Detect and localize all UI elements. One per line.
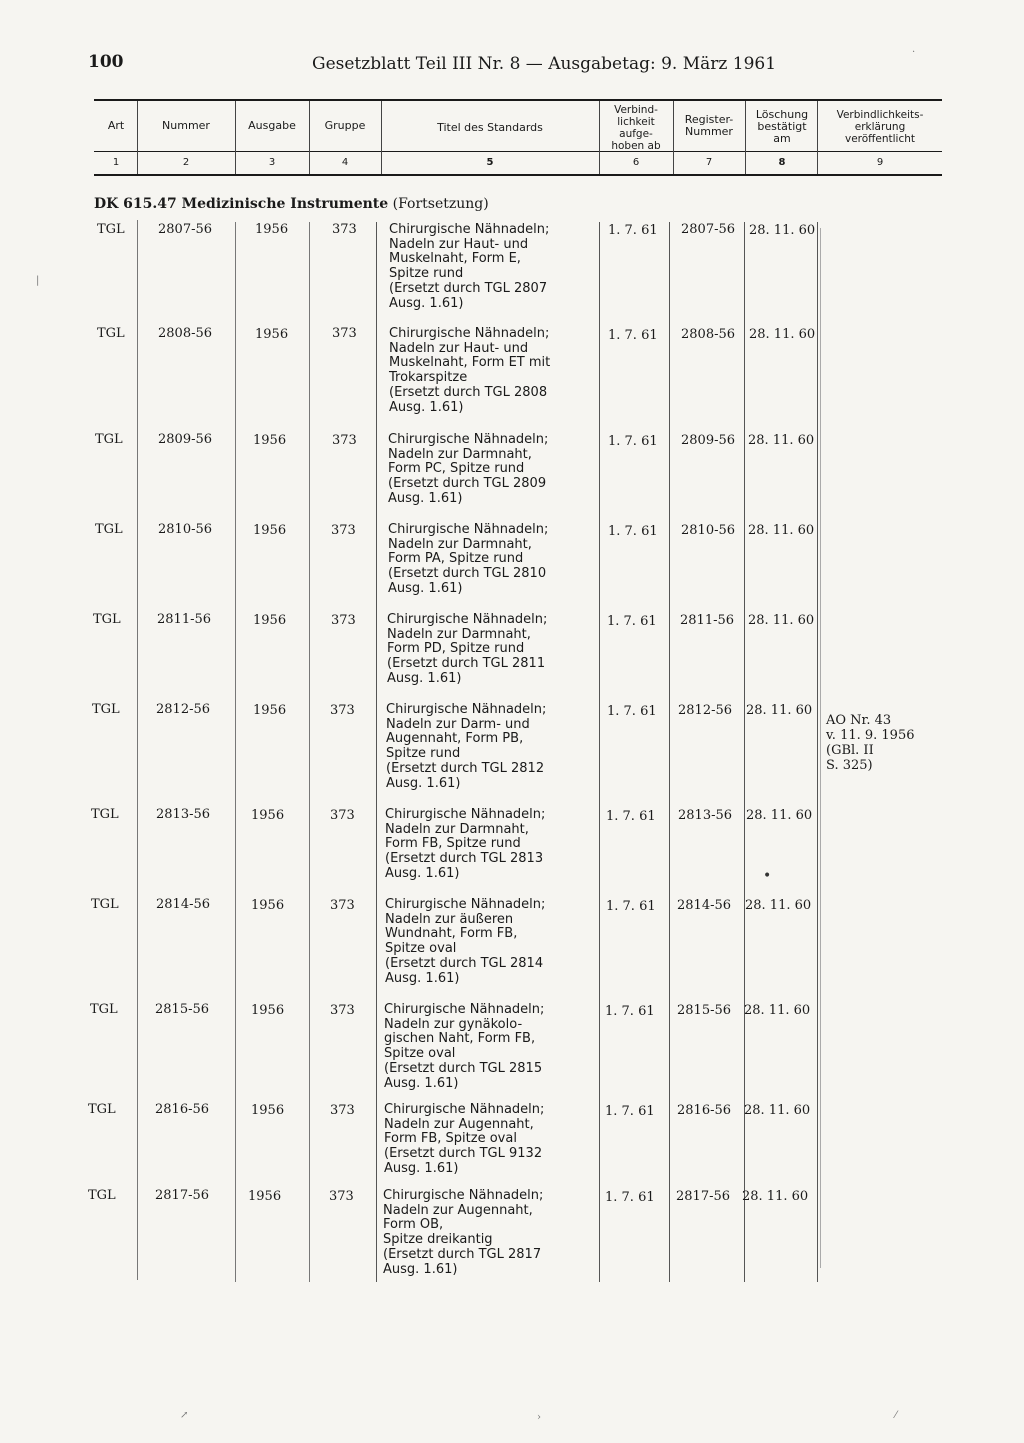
cell-ausgabe: 1956: [255, 327, 289, 342]
cell-gruppe: 373: [330, 898, 355, 913]
col-num-2: 2: [182, 157, 190, 168]
cell-loeschung: 28. 11. 60: [744, 1003, 811, 1018]
cell-gruppe: 373: [330, 1103, 355, 1118]
scan-speck: .: [912, 44, 916, 55]
cell-art: TGL: [88, 1102, 116, 1117]
table-top-rule: [94, 99, 942, 101]
table-row: [0, 326, 1024, 416]
table-row: [0, 897, 1024, 992]
table-row: [0, 807, 1024, 887]
cell-loeschung: 28. 11. 60: [748, 433, 815, 448]
reference-note: AO Nr. 43 v. 11. 9. 1956 (GBl. II S. 325): [826, 713, 915, 773]
header-divider: [599, 101, 600, 174]
cell-titel: Chirurgische Nähnadeln; Nadeln zur Augennaht, Form OB, Spitze dreikantig (Ersetzt durch TGL 2817 Ausg. 1.61): [383, 1188, 544, 1277]
cell-gruppe: 373: [329, 1189, 354, 1204]
page-number: 100: [88, 52, 124, 72]
cell-register: 2807-56: [681, 222, 736, 237]
col-num-7: 7: [705, 157, 713, 168]
cell-loeschung: 28. 11. 60: [748, 523, 815, 538]
cell-ausgabe: 1956: [248, 1189, 282, 1204]
cell-register: 2813-56: [678, 808, 733, 823]
col-num-3: 3: [268, 157, 276, 168]
cell-nummer: 2815-56: [155, 1002, 210, 1017]
scan-speck: •: [763, 868, 772, 884]
cell-gruppe: 373: [330, 1003, 355, 1018]
cell-ausgabe: 1956: [253, 613, 287, 628]
cell-art: TGL: [97, 222, 125, 237]
header-divider: [235, 101, 236, 174]
header-divider: [745, 101, 746, 174]
section-heading-normal: (Fortsetzung): [392, 196, 489, 212]
scan-speck: ↗: [180, 1410, 189, 1421]
col-header-art: Art: [107, 119, 125, 132]
cell-art: TGL: [97, 326, 125, 341]
scan-speck: ⁄: [895, 1410, 897, 1421]
cell-art: TGL: [95, 522, 123, 537]
col-header-loeschung: Löschung bestätigt am: [755, 108, 809, 145]
cell-nummer: 2814-56: [156, 897, 211, 912]
header-divider: [137, 101, 138, 174]
cell-loeschung: 28. 11. 60: [749, 223, 816, 238]
cell-aufgehoben: 1. 7. 61: [606, 809, 656, 824]
cell-loeschung: 28. 11. 60: [746, 808, 813, 823]
cell-register: 2814-56: [677, 898, 732, 913]
cell-register: 2809-56: [681, 433, 736, 448]
cell-aufgehoben: 1. 7. 61: [605, 1190, 655, 1205]
cell-gruppe: 373: [331, 523, 356, 538]
cell-gruppe: 373: [332, 222, 357, 237]
cell-nummer: 2809-56: [158, 432, 213, 447]
cell-aufgehoben: 1. 7. 61: [605, 1104, 655, 1119]
table-row: [0, 522, 1024, 602]
header-divider: [309, 101, 310, 174]
cell-register: 2817-56: [676, 1189, 731, 1204]
cell-gruppe: 373: [330, 808, 355, 823]
cell-titel: Chirurgische Nähnadeln; Nadeln zur Haut- und Muskelnaht, Form ET mit Trokarspitze (Ersetzt durch TGL 2808 Ausg. 1.61): [389, 326, 551, 415]
cell-ausgabe: 1956: [255, 222, 289, 237]
scan-speck: ›: [537, 1412, 541, 1423]
cell-register: 2808-56: [681, 327, 736, 342]
col-header-nummer: Nummer: [162, 119, 210, 132]
col-num-6: 6: [632, 157, 640, 168]
table-row: [0, 222, 1024, 312]
cell-aufgehoben: 1. 7. 61: [608, 434, 658, 449]
col-header-aufgehoben: Verbind- lichkeit aufge- hoben ab: [611, 104, 661, 152]
cell-loeschung: 28. 11. 60: [749, 327, 816, 342]
bracket-line: [820, 228, 822, 1268]
cell-ausgabe: 1956: [251, 1003, 285, 1018]
cell-aufgehoben: 1. 7. 61: [605, 1004, 655, 1019]
cell-gruppe: 373: [330, 703, 355, 718]
header-divider: [381, 101, 382, 174]
cell-gruppe: 373: [332, 433, 357, 448]
table-row: [0, 1188, 1024, 1283]
col-header-register: Register- Nummer: [684, 113, 734, 138]
cell-nummer: 2812-56: [156, 702, 211, 717]
cell-nummer: 2810-56: [158, 522, 213, 537]
cell-nummer: 2816-56: [155, 1102, 210, 1117]
cell-register: 2816-56: [677, 1103, 732, 1118]
header-divider: [817, 101, 818, 174]
table-row: [0, 1002, 1024, 1097]
cell-titel: Chirurgische Nähnadeln; Nadeln zur Darmnaht, Form FB, Spitze rund (Ersetzt durch TGL 2813 Ausg. 1.61): [385, 807, 546, 881]
section-heading: [94, 196, 489, 212]
col-header-titel: Titel des Standards: [437, 121, 543, 134]
cell-titel: Chirurgische Nähnadeln; Nadeln zur gynäkolo- gischen Naht, Form FB, Spitze oval (Ersetzt durch TGL 2815 Ausg. 1.61): [384, 1002, 545, 1091]
cell-art: TGL: [95, 432, 123, 447]
col-num-9: 9: [876, 157, 884, 168]
cell-loeschung: 28. 11. 60: [744, 1103, 811, 1118]
cell-art: TGL: [91, 807, 119, 822]
cell-art: TGL: [92, 702, 120, 717]
cell-ausgabe: 1956: [253, 523, 287, 538]
cell-titel: Chirurgische Nähnadeln; Nadeln zur Augennaht, Form FB, Spitze oval (Ersetzt durch TGL 9132 Ausg. 1.61): [384, 1102, 545, 1176]
cell-loeschung: 28. 11. 60: [748, 613, 815, 628]
table-row: [0, 1102, 1024, 1182]
cell-titel: Chirurgische Nähnadeln; Nadeln zur äußeren Wundnaht, Form FB, Spitze oval (Ersetzt durch TGL 2814 Ausg. 1.61): [385, 897, 546, 986]
cell-titel: Chirurgische Nähnadeln; Nadeln zur Darm- und Augennaht, Form PB, Spitze rund (Ersetzt durch TGL 2812 Ausg. 1.61): [386, 702, 547, 791]
section-heading-bold: DK 615.47 Medizinische Instrumente: [94, 196, 389, 212]
cell-titel: Chirurgische Nähnadeln; Nadeln zur Darmnaht, Form PA, Spitze rund (Ersetzt durch TGL 2810 Ausg. 1.61): [388, 522, 549, 596]
cell-ausgabe: 1956: [251, 898, 285, 913]
cell-nummer: 2811-56: [157, 612, 212, 627]
col-header-gruppe: Gruppe: [324, 119, 366, 132]
cell-register: 2810-56: [681, 523, 736, 538]
cell-nummer: 2808-56: [158, 326, 213, 341]
cell-loeschung: 28. 11. 60: [746, 703, 813, 718]
cell-gruppe: 373: [332, 326, 357, 341]
cell-nummer: 2817-56: [155, 1188, 210, 1203]
cell-titel: Chirurgische Nähnadeln; Nadeln zur Darmnaht, Form PD, Spitze rund (Ersetzt durch TGL 2811 Ausg. 1.61): [387, 612, 548, 686]
col-header-ausgabe: Ausgabe: [248, 119, 296, 132]
cell-gruppe: 373: [331, 613, 356, 628]
cell-aufgehoben: 1. 7. 61: [608, 524, 658, 539]
cell-nummer: 2807-56: [158, 222, 213, 237]
cell-art: TGL: [90, 1002, 118, 1017]
table-row: [0, 432, 1024, 512]
cell-aufgehoben: 1. 7. 61: [607, 614, 657, 629]
col-header-verbindlichkeit: Verbindlichkeits- erklärung veröffentlicht: [836, 109, 924, 145]
page-title: Gesetzblatt Teil III Nr. 8 — Ausgabetag: 9. März 1961: [312, 54, 777, 74]
cell-register: 2811-56: [680, 613, 735, 628]
cell-aufgehoben: 1. 7. 61: [608, 223, 658, 238]
cell-aufgehoben: 1. 7. 61: [607, 704, 657, 719]
header-number-rule: [94, 151, 942, 152]
cell-register: 2812-56: [678, 703, 733, 718]
col-num-5: 5: [486, 157, 494, 168]
table-row: [0, 612, 1024, 692]
header-bottom-rule: [94, 174, 942, 176]
cell-loeschung: 28. 11. 60: [742, 1189, 809, 1204]
cell-aufgehoben: 1. 7. 61: [606, 899, 656, 914]
col-num-4: 4: [341, 157, 349, 168]
col-num-8: 8: [778, 157, 786, 168]
cell-titel: Chirurgische Nähnadeln; Nadeln zur Darmnaht, Form PC, Spitze rund (Ersetzt durch TGL 2809 Ausg. 1.61): [388, 432, 549, 506]
cell-nummer: 2813-56: [156, 807, 211, 822]
col-num-1: 1: [112, 157, 120, 168]
cell-titel: Chirurgische Nähnadeln; Nadeln zur Haut- und Muskelnaht, Form E, Spitze rund (Ersetzt durch TGL 2807 Ausg. 1.61): [389, 222, 550, 311]
cell-art: TGL: [91, 897, 119, 912]
header-divider: [673, 101, 674, 174]
scan-speck: |: [36, 275, 40, 286]
cell-aufgehoben: 1. 7. 61: [608, 328, 658, 343]
cell-ausgabe: 1956: [253, 433, 287, 448]
cell-ausgabe: 1956: [251, 808, 285, 823]
cell-loeschung: 28. 11. 60: [745, 898, 812, 913]
cell-ausgabe: 1956: [253, 703, 287, 718]
cell-art: TGL: [88, 1188, 116, 1203]
cell-register: 2815-56: [677, 1003, 732, 1018]
cell-ausgabe: 1956: [251, 1103, 285, 1118]
cell-art: TGL: [93, 612, 121, 627]
